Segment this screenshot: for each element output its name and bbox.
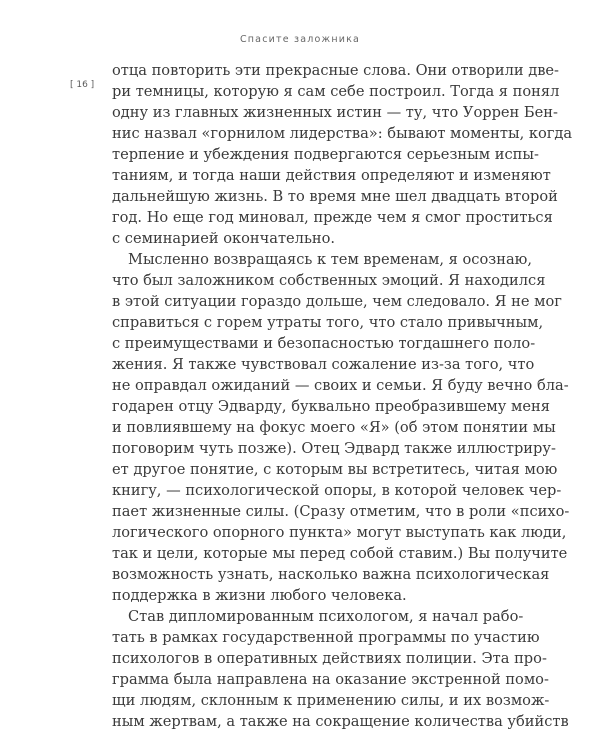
- paragraph-2: [112, 249, 570, 606]
- text-line: Став дипломированным психологом, я начал рабо-: [128, 608, 524, 625]
- text-line: одну из главных жизненных истин — ту, что Уоррен Бен-: [112, 104, 558, 121]
- text-line: психологов в оперативных действиях полиции. Эта про-: [112, 650, 547, 667]
- text-line: с преимуществами и безопасностью тогдашнего поло-: [112, 335, 536, 352]
- text-line: книгу, — психологической опоры, в которой человек чер-: [112, 482, 562, 499]
- text-line: отца повторить эти прекрасные слова. Они отворили две-: [112, 62, 559, 79]
- text-line: ным жертвам, а также на сокращение количества убийств: [112, 713, 569, 730]
- text-line: нис назвал «горнилом лидерства»: бывают моменты, когда: [112, 125, 573, 142]
- body-text: [112, 60, 573, 732]
- text-line: в этой ситуации гораздо дольше, чем следовало. Я не мог: [112, 293, 562, 310]
- text-line: год. Но еще год миновал, прежде чем я смог проститься: [112, 209, 553, 226]
- paragraph-1: [112, 60, 573, 249]
- text-line: дальнейшую жизнь. В то время мне шел двадцать второй: [112, 188, 558, 205]
- text-line: поговорим чуть позже). Отец Эдвард также иллюстриру-: [112, 440, 556, 457]
- text-line: не оправдал ожиданий — своих и семьи. Я буду вечно бла-: [112, 377, 569, 394]
- text-line: возможность узнать, насколько важна психологическая: [112, 566, 550, 583]
- text-line: с семинарией окончательно.: [112, 230, 336, 247]
- page-number: [ 16 ]: [70, 80, 95, 90]
- text-line: справиться с горем утраты того, что стало привычным,: [112, 314, 544, 331]
- text-line: щи людям, склонным к применению силы, и их возмож-: [112, 692, 550, 709]
- paragraph-3: [112, 606, 569, 732]
- text-line: тать в рамках государственной программы по участию: [112, 629, 540, 646]
- text-line: таниям, и тогда наши действия определяют и изменяют: [112, 167, 551, 184]
- text-line: Мысленно возвращаясь к тем временам, я осознаю,: [128, 251, 532, 268]
- text-line: что был заложником собственных эмоций. Я находился: [112, 272, 546, 289]
- text-line: грамма была направлена на оказание экстренной помо-: [112, 671, 549, 688]
- text-line: и повлиявшему на фокус моего «Я» (об этом понятии мы: [112, 419, 556, 436]
- text-line: так и цели, которые мы перед собой ставим.) Вы получите: [112, 545, 568, 562]
- text-line: ет другое понятие, с которым вы встретитесь, читая мою: [112, 461, 558, 478]
- text-line: поддержка в жизни любого человека.: [112, 587, 407, 604]
- text-line: терпение и убеждения подвергаются серьезным испы-: [112, 146, 539, 163]
- text-line: пает жизненные силы. (Сразу отметим, что в роли «психо-: [112, 503, 570, 520]
- text-line: жения. Я также чувствовал сожаление из-за того, что: [112, 356, 535, 373]
- running-head-title: Спасите заложника: [239, 34, 361, 45]
- text-line: логического опорного пункта» могут выступать как люди,: [112, 524, 567, 541]
- text-line: годарен отцу Эдварду, буквально преобразившему меня: [112, 398, 550, 415]
- text-line: ри темницы, которую я сам себе построил. Тогда я понял: [112, 83, 560, 100]
